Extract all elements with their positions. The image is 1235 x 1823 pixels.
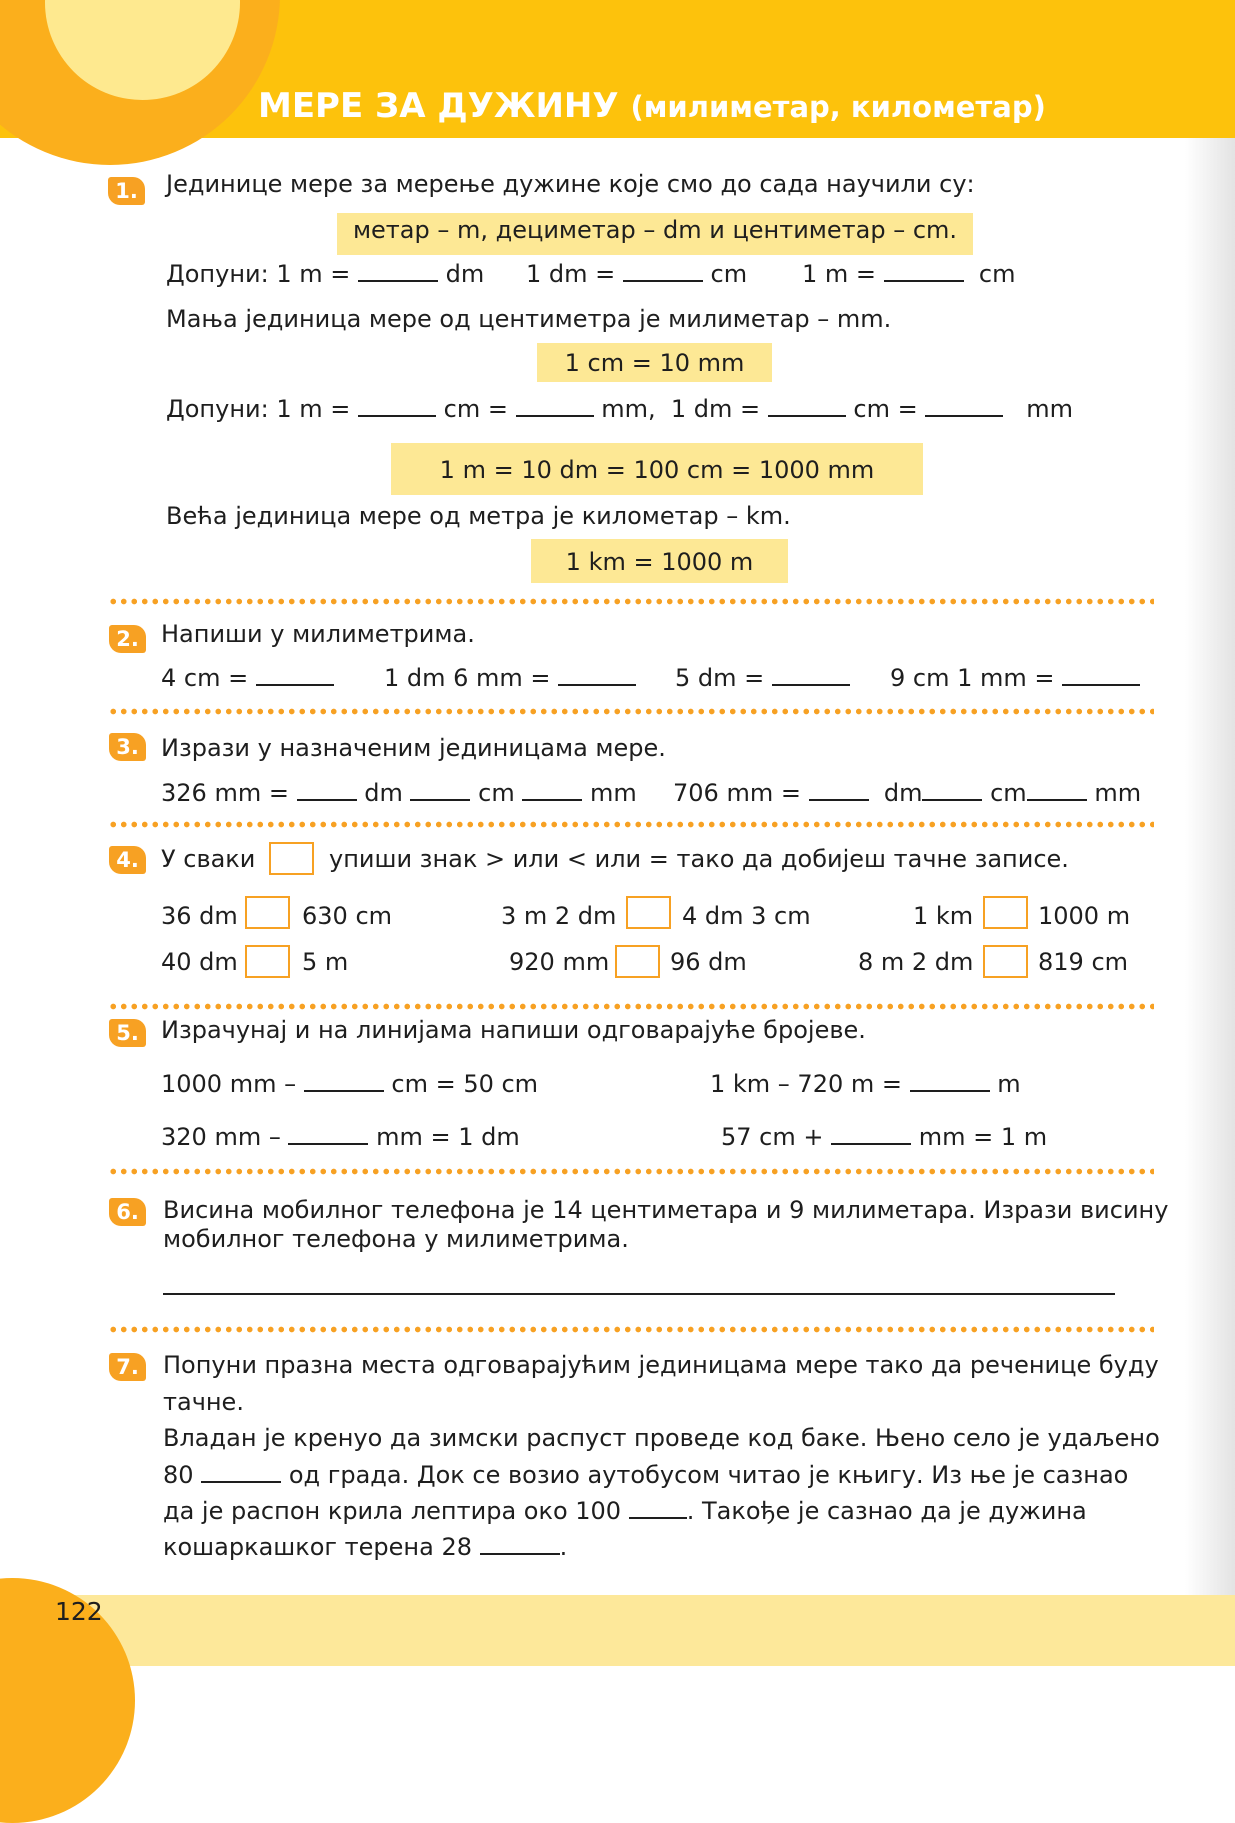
task-number-badge: 2. [109,625,146,653]
section-divider [108,1168,1154,1175]
task-number-badge: 3. [109,733,146,761]
page-title: МЕРЕ ЗА ДУЖИНУ (милиметар, километар) [258,86,1046,126]
answer-blank[interactable] [410,779,470,801]
task5-equation: 1000 mm – cm = 50 cm [161,1070,539,1098]
compare-left: 920 mm [509,948,610,976]
task7-text: Владан је кренуо да зимски распуст проведе код баке. Њено село је удаљено [163,1424,1160,1452]
task1-fill-row-1b: 1 dm = cm [526,260,748,288]
answer-blank[interactable] [772,664,850,686]
compare-box[interactable] [245,896,290,929]
answer-blank[interactable] [480,1533,560,1555]
task3-intro: Изрази у назначеним јединицама мере. [161,734,666,762]
answer-blank[interactable] [358,260,438,282]
highlight-box: 1 cm = 10 mm [537,343,772,382]
answer-blank[interactable] [809,779,869,801]
task4-intro-b: упиши знак > или < или = тако да добијеш тачне записе. [329,845,1069,873]
task1-line2: Мања јединица мере од центиметра је милиметар – mm. [166,305,892,333]
compare-left: 36 dm [161,902,238,930]
sample-compare-box [269,842,314,875]
task-number-badge: 1. [108,177,145,205]
page-edge-shadow [1185,138,1235,1598]
compare-right: 630 cm [302,902,393,930]
section-divider [108,1003,1154,1010]
answer-blank[interactable] [831,1123,911,1145]
answer-blank[interactable] [925,395,1003,417]
answer-blank[interactable] [922,779,982,801]
compare-right: 1000 m [1038,902,1131,930]
task2-item: 4 cm = [161,664,334,692]
task1-fill-row-2: Допуни: 1 m = cm = mm, 1 dm = cm = mm [166,395,1074,423]
compare-box[interactable] [983,896,1028,929]
answer-blank[interactable] [201,1461,281,1483]
answer-blank[interactable] [1062,664,1140,686]
answer-blank[interactable] [516,395,594,417]
section-divider [108,708,1154,715]
task1-intro: Јединице мере за мерење дужине које смо до сада научили су: [166,170,975,198]
compare-left: 1 km [913,902,974,930]
task4-intro-a: У сваки [161,845,256,873]
page-number: 122 [55,1597,103,1626]
page-subtitle: (милиметар, километар) [630,90,1046,124]
answer-blank[interactable] [629,1497,687,1519]
compare-left: 40 dm [161,948,238,976]
task-number-badge: 5. [109,1019,146,1047]
task1-fill-row-1c: 1 m = cm [802,260,1016,288]
compare-left: 8 m 2 dm [858,948,974,976]
task2-intro: Напиши у милиметрима. [161,620,475,648]
task1-line3: Већа јединица мере од метра је километар – km. [166,502,791,530]
task2-item: 1 dm 6 mm = [384,664,636,692]
highlight-box: метар – m, дециметар – dm и центиметар – cm. [337,213,973,255]
task5-intro: Израчунај и на линијама напиши одговарајуће бројеве. [161,1016,866,1044]
compare-box[interactable] [615,945,660,978]
compare-right: 4 dm 3 cm [682,902,811,930]
task-number-badge: 4. [109,846,146,874]
answer-blank[interactable] [358,395,436,417]
task2-item: 9 cm 1 mm = [890,664,1140,692]
task-number-badge: 6. [109,1198,146,1226]
task6-text-line1: Висина мобилног телефона је 14 центиметара и 9 милиметара. Изрази висину [163,1196,1169,1224]
compare-right: 5 m [302,948,349,976]
highlight-box: 1 km = 1000 m [531,539,788,583]
task6-text-line2: мобилног телефона у милиметрима. [163,1225,629,1253]
task7-text: да је распон крила лептира око 100 . Такође је сазнао да је дужина [163,1497,1087,1525]
answer-line[interactable] [163,1293,1115,1295]
compare-left: 3 m 2 dm [501,902,617,930]
task2-item: 5 dm = [675,664,850,692]
task5-equation: 1 km – 720 m = m [710,1070,1021,1098]
compare-box[interactable] [245,945,290,978]
answer-blank[interactable] [288,1123,368,1145]
compare-box[interactable] [983,945,1028,978]
answer-blank[interactable] [522,779,582,801]
answer-blank[interactable] [768,395,846,417]
task7-text: 80 од града. Док се возио аутобусом читао је књигу. Из ње је сазнао [163,1461,1129,1489]
answer-blank[interactable] [297,779,357,801]
task7-text: Попуни празна места одговарајућим јединицама мере тако да реченице буду [163,1351,1159,1379]
highlight-box: 1 m = 10 dm = 100 cm = 1000 mm [391,443,923,495]
answer-blank[interactable] [1027,779,1087,801]
answer-blank[interactable] [304,1070,384,1092]
answer-blank[interactable] [910,1070,990,1092]
compare-right: 819 cm [1038,948,1129,976]
footer-bar [0,1595,1235,1666]
answer-blank[interactable] [884,260,964,282]
task3-expression: 706 mm = dm cm mm [673,779,1142,807]
compare-box[interactable] [626,896,671,929]
answer-blank[interactable] [256,664,334,686]
task1-fill-row-1: Допуни: 1 m = dm [166,260,485,288]
task-number-badge: 7. [109,1353,146,1381]
task3-expression: 326 mm = dm cm mm [161,779,637,807]
answer-blank[interactable] [558,664,636,686]
task5-equation: 57 cm + mm = 1 m [721,1123,1048,1151]
compare-right: 96 dm [670,948,747,976]
answer-blank[interactable] [623,260,703,282]
task5-equation: 320 mm – mm = 1 dm [161,1123,520,1151]
section-divider [108,821,1154,828]
task7-text: тачне. [163,1388,244,1416]
task7-text: кошаркашког терена 28 . [163,1533,568,1561]
section-divider [108,598,1154,605]
section-divider [108,1326,1154,1333]
